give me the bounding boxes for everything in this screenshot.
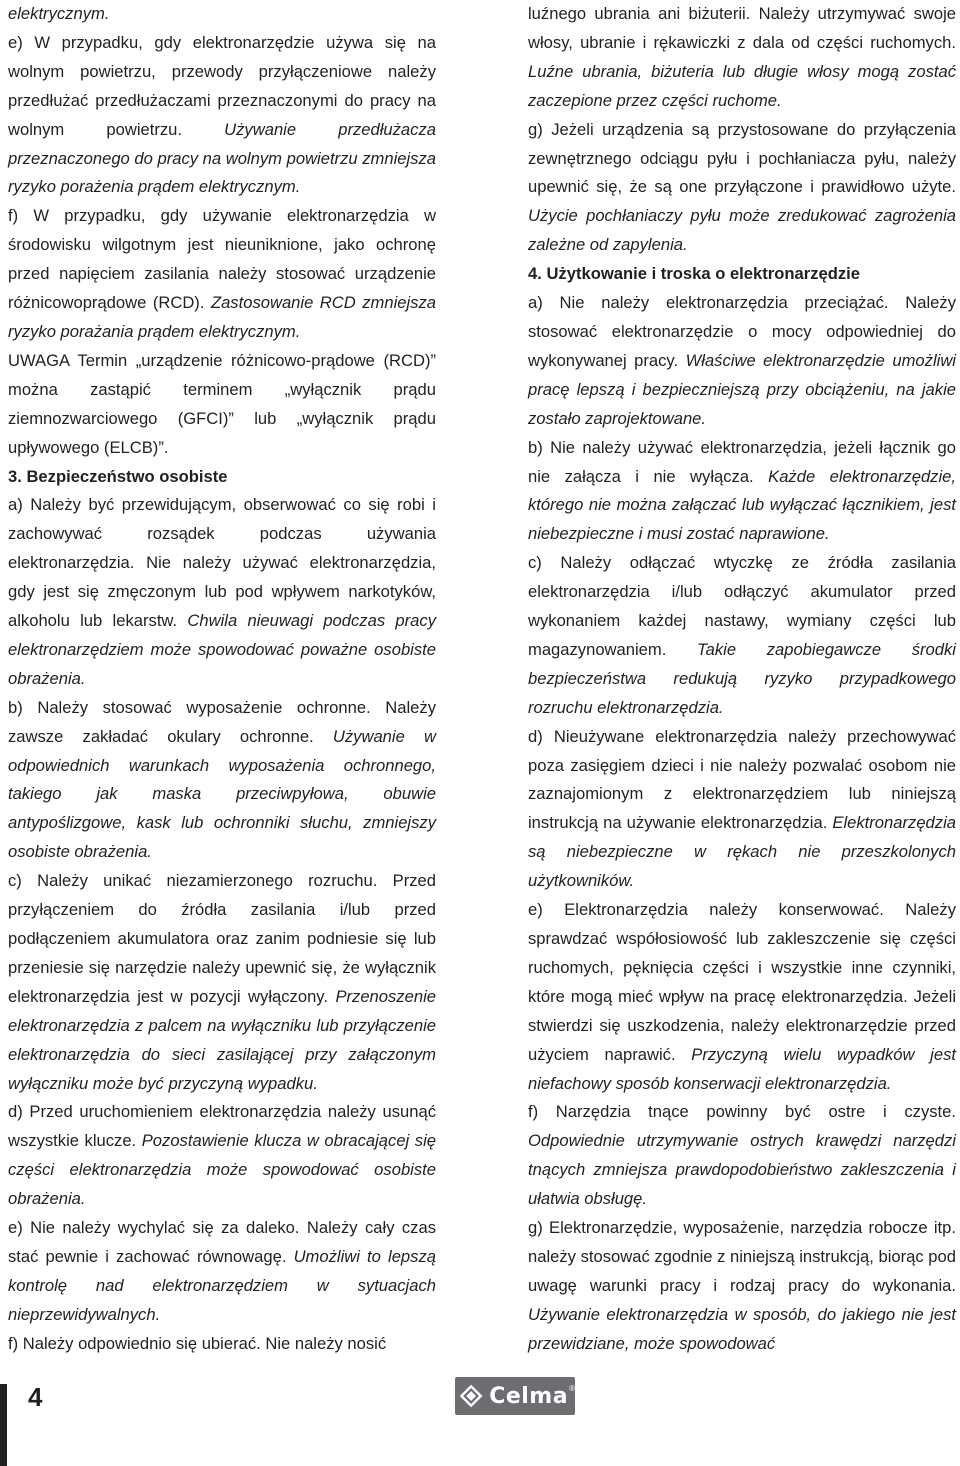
text: e) Elektronarzędzia należy konserwować. Należy sprawdzać współosiowość lub zakleszczenie się części ruchomych, pęknięcia części i wszystkie inne czynniki, które mogą mieć wpływ na pracę elektronarzędzia. Jeżeli stwierdzi się uszkodzenia, należy elektronarzędzie przed użyciem naprawić. — [528, 900, 956, 1064]
text: UWAGA Termin „urządzenie różnicowo-prądowe (RCD)” można zastąpić terminem „wyłącznik prądu ziemnozwarciowego (GFCI)” lub „wyłącznik prądu upływowego (ELCB)”. — [8, 350, 436, 457]
paragraph — [528, 1214, 956, 1359]
text-italic: Używanie w odpowiednich warunkach wyposażenia ochronnego, takiego jak maska przeciwpyłowa, obuwie antypoślizgowe, kask lub ochronniki słuchu, zmniejszy osobiste obrażenia. — [8, 726, 436, 862]
text: e) Nie należy wychylać się za daleko. Należy cały czas stać pewnie i zachować równowagę. — [8, 1218, 436, 1266]
text-italic: Elektronarzędzia są niebezpieczne w rękach nie przeszkolonych użytkowników. — [528, 813, 956, 891]
paragraph — [8, 29, 436, 202]
text: luźnego ubrania ani biżuterii. Należy utrzymywać swoje włosy, ubranie i rękawiczki z dala od części ruchomych. — [528, 4, 956, 52]
paragraph — [8, 1214, 436, 1330]
section-heading: 3. Bezpieczeństwo osobiste — [8, 466, 228, 486]
text-italic: Luźne ubrania, biżuteria lub długie włosy mogą zostać zaczepione przez części ruchome. — [528, 61, 956, 110]
paragraph — [8, 347, 436, 463]
text-italic: Takie zapobiegawcze środki bezpieczeństwa redukują ryzyko przypadkowego rozruchu elektronarzędzia. — [528, 639, 956, 717]
text-italic: Używanie elektronarzędzia w sposób, do jakiego nie jest przewidziane, może spowodować — [528, 1304, 956, 1353]
text: f) W przypadku, gdy używanie elektronarzędzia w środowisku wilgotnym jest nieuniknione, jako ochronę przed napięciem zasilania należy stosować urządzenie różnicowoprądowe (RCD). — [8, 206, 436, 313]
page-number-bar — [0, 1384, 7, 1466]
text: c) Należy unikać niezamierzonego rozruchu. Przed przyłączeniem do źródła zasilania i/lub przed podłączeniem akumulatora oraz zanim podniesie się lub przeniesie się narzędzie należy upewnić się, że wyłącznik elektronarzędzia jest w pozycji wyłączony. — [8, 871, 436, 1006]
paragraph — [528, 289, 956, 434]
paragraph — [528, 723, 956, 896]
celma-mark-icon — [459, 1381, 483, 1411]
paragraph — [8, 1098, 436, 1214]
paragraph — [528, 0, 956, 116]
text-italic: Każde elektronarzędzie, którego nie można załączać lub wyłączać łącznikiem, jest niebezpieczne i musi zostać naprawione. — [528, 466, 956, 544]
paragraph — [528, 116, 956, 261]
text-italic: elektrycznym. — [8, 4, 110, 23]
text: e) W przypadku, gdy elektronarzędzie używa się na wolnym powietrzu, przewody przyłączeniowe należy przedłużać przedłużaczami przeznaczonymi do pracy na wolnym powietrzu. — [8, 32, 436, 139]
text: c) Należy odłączać wtyczkę ze źródła zasilania elektronarzędzia i/lub odłączyć akumulator przed wykonaniem każdej nastawy, wymiany części lub magazynowaniem. — [528, 553, 956, 659]
text: a) Należy być przewidującym, obserwować co się robi i zachowywać rozsądek podczas używania elektronarzędzia. Nie należy używać elektronarzędzia, gdy jest się zmęczonym lub pod wpływem narkotyków, alkoholu lub lekarstw. — [8, 495, 436, 631]
text-italic: Umożliwi to lepszą kontrolę nad elektronarzędziem w sytuacjach nieprzewidywalnych. — [8, 1246, 436, 1324]
text: g) Elektronarzędzie, wyposażenie, narzędzia robocze itp. należy stosować zgodnie z niniejszą instrukcją, biorąc pod uwagę warunki pracy i rodzaj pracy do wykonania. — [528, 1218, 956, 1295]
paragraph — [8, 1330, 436, 1359]
text-italic: Przyczyną wielu wypadków jest niefachowy sposób konserwacji elektronarzędzia. — [528, 1044, 956, 1093]
paragraph — [8, 491, 436, 693]
text-italic: Przenoszenie elektronarzędzia z palcem na wyłączniku lub przyłączenie elektronarzędzia do sieci zasilającej przy załączonym wyłączniku może być przyczyną wypadku. — [8, 986, 436, 1093]
text-italic: Używanie przedłużacza przeznaczonego do pracy na wolnym powietrzu zmniejsza ryzyko porażenia prądem elektrycznym. — [8, 119, 436, 197]
paragraph — [8, 867, 436, 1098]
text: d) Nieużywane elektronarzędzia należy przechowywać poza zasięgiem dzieci i nie należy pozwalać osobom nie zaznajomionym z elektronarzędziem lub niniejszą instrukcją na używanie elektronarzędzia. — [528, 726, 956, 833]
page-number: 4 — [28, 1382, 43, 1412]
text: f) Należy odpowiednio się ubierać. Nie należy nosić — [8, 1333, 387, 1353]
text: b) Nie należy używać elektronarzędzia, jeżeli łącznik go nie załącza i nie wyłącza. — [528, 437, 956, 486]
paragraph — [528, 896, 956, 1098]
text-italic: Odpowiednie utrzymywanie ostrych krawędzi narzędzi tnących zmniejsza prawdopodobieństwo zakleszczenia i ułatwia obsługę. — [528, 1131, 956, 1209]
text-italic: Właściwe elektronarzędzie umożliwi pracę lepszą i bezpieczniejszą przy obciążeniu, na jakie zostało zaprojektowane. — [528, 350, 956, 428]
paragraph — [8, 0, 436, 29]
left-column — [8, 0, 436, 1359]
registered-mark: ® — [569, 1383, 575, 1393]
text: f) Narzędzia tnące powinny być ostre i czyste. — [528, 1102, 956, 1122]
paragraph — [528, 1098, 956, 1214]
text: a) Nie należy elektronarzędzia przeciążać. Należy stosować elektronarzędzie o mocy odpowiedniej do wykonywanej pracy. — [528, 293, 956, 370]
paragraph — [8, 202, 436, 347]
text: d) Przed uruchomieniem elektronarzędzia należy usunąć wszystkie klucze. — [8, 1102, 436, 1151]
logo-text: Celma — [489, 1383, 569, 1409]
text: g) Jeżeli urządzenia są przystosowane do przyłączenia zewnętrznego odciągu pyłu i pochłaniacza pyłu, należy upewnić się, że są one przyłączone i prawidłowo użyte. — [528, 119, 956, 197]
paragraph — [8, 694, 436, 867]
text-italic: Chwila nieuwagi podczas pracy elektronarzędziem może spowodować poważne osobiste obrażenia. — [8, 611, 436, 688]
text: b) Należy stosować wyposażenie ochronne. Należy zawsze zakładać okulary ochronne. — [8, 697, 436, 746]
paragraph — [528, 549, 956, 722]
celma-logo — [455, 1377, 575, 1415]
section-heading: 4. Użytkowanie i troska o elektronarzędzie — [528, 264, 860, 284]
text-italic: Użycie pochłaniaczy pyłu może zredukować zagrożenia zależne od zapylenia. — [528, 206, 956, 255]
text-italic: Pozostawienie klucza w obracającej się części elektronarzędzia może spowodować osobiste obrażenia. — [8, 1131, 436, 1209]
text-italic: Zastosowanie RCD zmniejsza ryzyko porażania prądem elektrycznym. — [8, 293, 436, 341]
right-column — [528, 0, 956, 1359]
paragraph — [528, 434, 956, 550]
